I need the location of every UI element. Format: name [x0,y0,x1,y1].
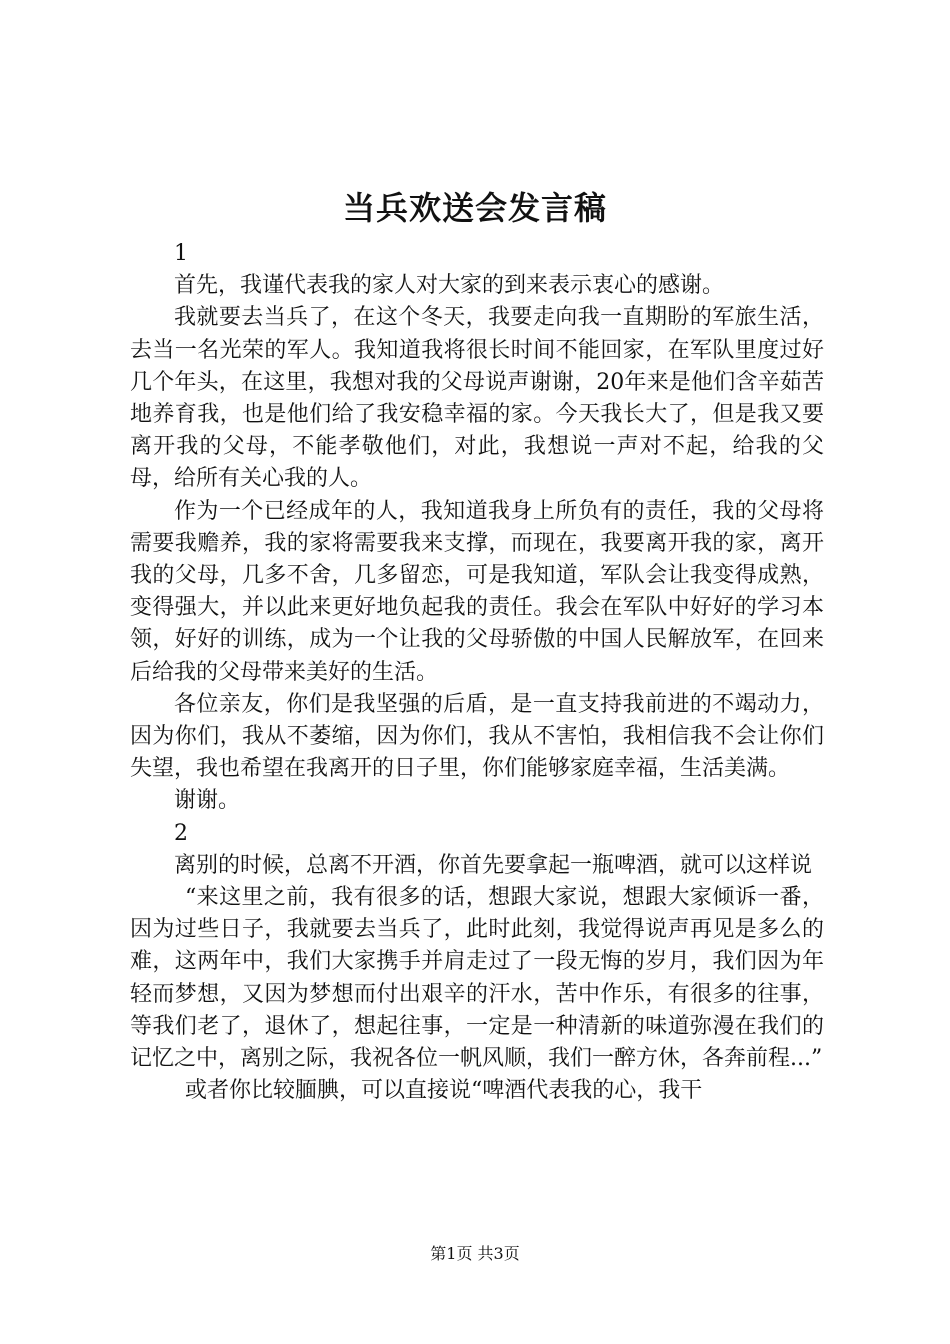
paragraph: 离别的时候，总离不开酒，你首先要拿起一瓶啤酒，就可以这样说 [174,852,813,878]
paragraph: 作为一个已经成年的人，我知道我身上所负有的责任，我的父母将需要我赡养，我的家将需要我来支撑，而现在，我要离开我的家，离开我的父母，几多不舍，几多留恋，可是我知道，军队会让我变得成熟，变得强大，并以此来更好地负起我的责任。我会在军队中好好的学习本领，好好的训练，成为一个让我的父母骄傲的中国人民解放军，在回来后给我的父母带来美好的生活。 [130,498,824,685]
paragraph: 谢谢。 [174,788,241,814]
quoted-paragraph: 或者你比较腼腆，可以直接说“啤酒代表我的心，我干 [185,1078,703,1104]
document-title: 当兵欢送会发言稿 [342,189,607,227]
document-body [130,238,824,1107]
section-number: 2 [174,820,188,846]
section-number: 1 [174,241,188,266]
paragraph: 各位亲友，你们是我坚强的后盾，是一直支持我前进的不竭动力，因为你们，我从不萎缩，因为你们，我从不害怕，我相信我不会让你们失望，我也希望在我离开的日子里，你们能够家庭幸福，生活美满。 [130,691,824,782]
paragraph: 首先，我谨代表我的家人对大家的到来表示衷心的感谢。 [174,273,725,299]
page-footer: 第1页 共3页 [430,1244,520,1263]
paragraph: 我就要去当兵了，在这个冬天，我要走向我一直期盼的军旅生活，去当一名光荣的军人。我知道我将很长时间不能回家，在军队里度过好几个年头，在这里，我想对我的父母说声谢谢，20年来是他们含辛茹苦地养育我，也是他们给了我安稳幸福的家。今天我长大了，但是我又要离开我的父母，不能孝敬他们，对此，我想说一声对不起，给我的父母，给所有关心我的人。 [130,305,824,492]
quoted-paragraph: “来这里之前，我有很多的话，想跟大家说，想跟大家倾诉一番，因为过些日子，我就要去当兵了，此时此刻，我觉得说声再见是多么的难，这两年中，我们大家携手并肩走过了一段无悔的岁月，我们因为年轻而梦想，又因为梦想而付出艰辛的汗水，苦中作乐，有很多的往事，等我们老了，退休了，想起往事，一定是一种清新的味道弥漫在我们的记忆之中，离别之际，我祝各位一帆风顺，我们一醉方休，各奔前程...” [130,885,824,1072]
